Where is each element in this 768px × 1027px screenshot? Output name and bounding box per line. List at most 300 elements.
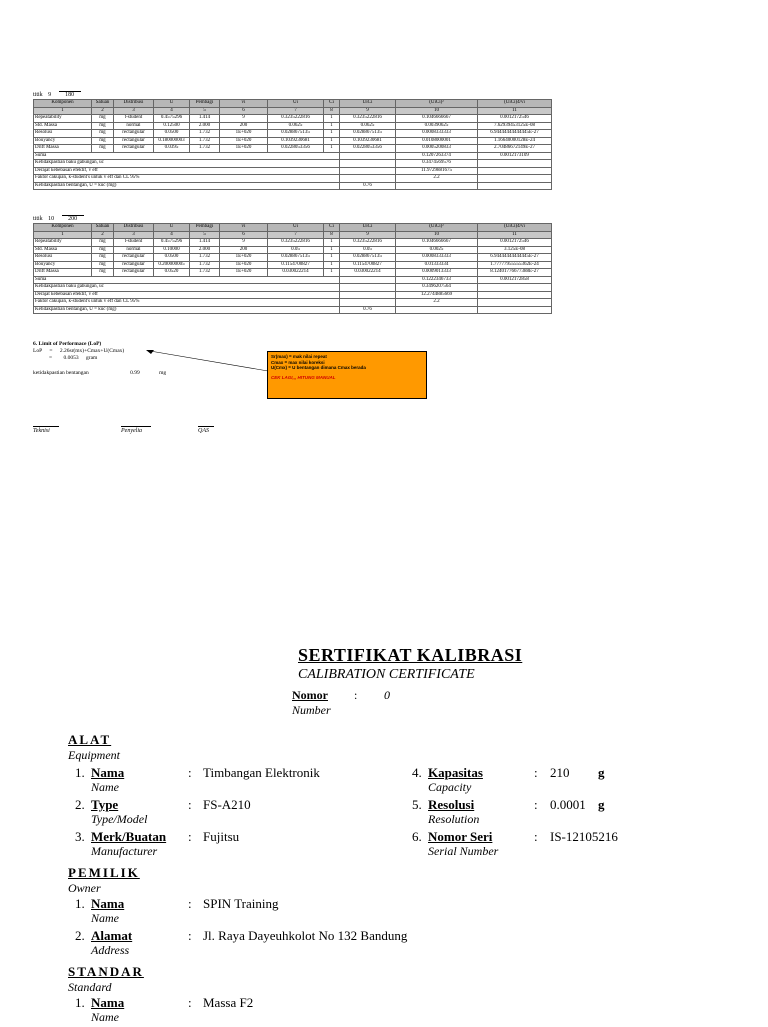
summary-cell — [478, 291, 552, 299]
table-cell: 0.0288675135 — [268, 130, 324, 138]
column-header: U — [154, 100, 190, 108]
table-cell: 0.1039230681 — [340, 137, 396, 145]
colon: : — [188, 829, 192, 844]
table-cell: rectangular — [114, 145, 154, 153]
table-cell: 0.0395 — [154, 145, 190, 153]
item-number: 3. — [75, 829, 85, 844]
table-cell: 0.0520 — [154, 269, 190, 277]
table-cell: 0.3235222816 — [268, 239, 324, 247]
table-cell: 1.414 — [190, 115, 220, 123]
item-value: Timbangan Elektronik — [203, 765, 320, 780]
table-cell: 0.3235222816 — [268, 115, 324, 123]
table-cell: 1 — [324, 239, 340, 247]
table-cell: 0.0009013333 — [396, 269, 478, 277]
lop-formula: 2.26sr(mx)+Cmax+U(Cmax) — [59, 348, 125, 354]
table-cell: 1E+020 — [220, 145, 268, 153]
table-cell: 6.94444444444445E-27 — [478, 130, 552, 138]
column-header: Pembagi — [190, 100, 220, 108]
note-arrow — [140, 345, 270, 375]
table-cell: 1.77777955555362E-24 — [478, 261, 552, 269]
titik-value: 180 — [59, 91, 81, 98]
table-cell: Std. Massa — [34, 246, 92, 254]
column-header: UiCi — [340, 224, 396, 232]
equipment-item — [412, 797, 712, 829]
table-cell: 0.0625 — [268, 122, 324, 130]
item-number: 4. — [412, 765, 422, 780]
colon: : — [188, 765, 192, 780]
equipment-item — [75, 928, 575, 960]
table-cell: rectangular — [114, 269, 154, 277]
item-value: Massa F2 — [203, 995, 254, 1010]
summary-label: Derajat kebebasan efektif, v eff — [34, 291, 340, 299]
table-cell: 8.12401776677388E-27 — [478, 269, 552, 277]
column-header: (UiCi)² — [396, 224, 478, 232]
column-number: 2 — [92, 107, 114, 115]
summary-cell — [478, 306, 552, 314]
signature-teknisi: Teknisi — [33, 426, 59, 434]
uncertainty-table-2 — [33, 223, 552, 314]
titik-number: 9 — [48, 92, 52, 98]
summary-label: Faktor cakupan, k-student's untuk v eff dan CL 95% — [34, 299, 340, 307]
table-cell: 0.1154700827 — [340, 261, 396, 269]
column-number: 6 — [220, 107, 268, 115]
summary-cell — [478, 175, 552, 183]
summary-cell — [340, 299, 396, 307]
summary-cell: 0.76 — [340, 306, 396, 314]
table-header-row — [34, 224, 552, 232]
item-value: SPIN Training — [203, 896, 279, 911]
certificate-title: SERTIFIKAT KALIBRASI — [298, 645, 523, 665]
lop-uncertainty-value: 0.99 — [130, 370, 140, 376]
item-unit: g — [598, 765, 605, 780]
table-cell: 0.0500 — [154, 254, 190, 262]
equipment-item — [412, 765, 712, 797]
summary-cell: 0.1207263374 — [396, 152, 478, 160]
table-cell: 1 — [324, 122, 340, 130]
table-cell: Repeatability — [34, 239, 92, 247]
table-cell: 0.3235222816 — [340, 115, 396, 123]
note-line: Cmax = max nilai koreksi — [271, 359, 325, 365]
table-cell: 1E+020 — [220, 130, 268, 138]
item-number: 1. — [75, 765, 85, 780]
item-label-en: Name — [91, 911, 119, 925]
summary-cell — [340, 175, 396, 183]
column-header: Ci — [324, 224, 340, 232]
table-cell: 0.1039230681 — [268, 137, 324, 145]
table-cell: Bouyancy — [34, 261, 92, 269]
nomor-value: 0 — [384, 688, 390, 702]
column-header: Ui — [268, 224, 324, 232]
table-cell: 0.0008333333 — [396, 130, 478, 138]
summary-cell: 12.2744885669 — [396, 291, 478, 299]
column-number: 3 — [114, 107, 154, 115]
column-header: Komponen — [34, 100, 92, 108]
item-label-en: Name — [91, 780, 119, 794]
table-row — [34, 261, 552, 269]
table-cell: 0.030022214 — [268, 269, 324, 277]
column-number: 10 — [396, 107, 478, 115]
table-number-row — [34, 231, 552, 239]
table-cell: mg — [92, 145, 114, 153]
column-number: 10 — [396, 231, 478, 239]
table-cell: mg — [92, 122, 114, 130]
titik-2-header — [33, 215, 84, 222]
lop-uncertainty-unit: mg — [159, 370, 167, 376]
item-label: Resolusi — [428, 797, 475, 812]
summary-cell — [340, 160, 396, 168]
column-number: 11 — [478, 231, 552, 239]
item-label: Nama — [91, 995, 125, 1010]
column-number: 4 — [154, 231, 190, 239]
table-cell: mg — [92, 239, 114, 247]
column-header: Ci — [324, 100, 340, 108]
table-cell: Repeatability — [34, 115, 92, 123]
table-cell: 1.414 — [190, 239, 220, 247]
summary-cell — [478, 167, 552, 175]
table-cell: 0.0288675135 — [268, 254, 324, 262]
item-label-en: Name — [91, 1010, 119, 1024]
table-cell: t-student — [114, 239, 154, 247]
summary-label: Ketidakpastian baku gabungan, uc — [34, 284, 340, 292]
column-number: 6 — [220, 231, 268, 239]
summary-cell — [340, 291, 396, 299]
column-header: Komponen — [34, 224, 92, 232]
table-cell: 0.0625 — [340, 122, 396, 130]
table-row — [34, 130, 552, 138]
table-cell: rectangular — [114, 137, 154, 145]
item-value: 0.0001 — [550, 797, 586, 812]
table-cell: 6.94444444444445E-27 — [478, 254, 552, 262]
item-number: 1. — [75, 995, 85, 1010]
table-cell: 0.1046666667 — [396, 239, 478, 247]
item-value: IS-12105216 — [550, 829, 618, 844]
section-standar-title: STANDAR — [68, 964, 144, 979]
table-cell: rectangular — [114, 130, 154, 138]
table-cell: 0.0500 — [154, 130, 190, 138]
table-row — [34, 145, 552, 153]
table-cell: 1 — [324, 261, 340, 269]
item-label: Kapasitas — [428, 765, 483, 780]
item-label-en: Manufacturer — [91, 844, 158, 858]
summary-cell — [340, 284, 396, 292]
item-value: FS-A210 — [203, 797, 251, 812]
table-cell: 0.4575296 — [154, 115, 190, 123]
table-cell: 0.12500 — [154, 122, 190, 130]
table-row — [34, 246, 552, 254]
standar-list — [75, 995, 575, 1027]
table-cell: 0.05 — [340, 246, 396, 254]
summary-row — [34, 276, 552, 284]
equipment-item — [412, 829, 712, 861]
table-number-row — [34, 107, 552, 115]
column-number: 8 — [324, 107, 340, 115]
item-value: Fujitsu — [203, 829, 240, 844]
table-cell: 0.0288675135 — [340, 254, 396, 262]
column-header: (UiCi)4/vi — [478, 100, 552, 108]
titik-number: 10 — [48, 216, 55, 222]
table-cell: 0.030022214 — [340, 269, 396, 277]
lop-label: LoP — [33, 348, 42, 354]
item-label: Nama — [91, 896, 125, 911]
table-cell: t-student — [114, 115, 154, 123]
table-cell: 2.70486672149E-27 — [478, 145, 552, 153]
signature-qas: QAS — [198, 426, 214, 434]
note-line: Sr(max) = mak nilai repeat — [271, 354, 327, 359]
summary-cell — [340, 167, 396, 175]
table-cell: 9 — [220, 115, 268, 123]
column-header: Satuan — [92, 100, 114, 108]
item-label: Type — [91, 797, 119, 812]
column-number: 1 — [34, 107, 92, 115]
colon: : — [534, 797, 538, 812]
table-cell: Drift Massa — [34, 269, 92, 277]
summary-cell — [340, 276, 396, 284]
table-cell: mg — [92, 115, 114, 123]
lop-value: 0.0053 — [63, 355, 79, 361]
column-header: vi — [220, 224, 268, 232]
table-row — [34, 115, 552, 123]
summary-label: Ketidakpastian bentangan, U = kuc (mg) — [34, 182, 340, 190]
item-label-en: Resolution — [428, 812, 480, 826]
table-cell: 1E+020 — [220, 137, 268, 145]
table-cell: mg — [92, 246, 114, 254]
table-row — [34, 239, 552, 247]
table-cell: 2.000 — [190, 122, 220, 130]
summary-row — [34, 175, 552, 183]
table-cell: 1 — [324, 269, 340, 277]
item-label-en: Capacity — [428, 780, 472, 794]
table-cell: 1 — [324, 115, 340, 123]
column-header: Pembagi — [190, 224, 220, 232]
comment-note — [267, 351, 427, 399]
alat-right-list — [412, 765, 712, 861]
colon: : — [188, 896, 192, 911]
summary-cell: 0.0012173109 — [478, 152, 552, 160]
table-cell: 0.0012172546 — [478, 239, 552, 247]
colon: : — [534, 829, 538, 844]
pemilik-list — [75, 896, 575, 960]
column-number: 7 — [268, 231, 324, 239]
table-cell: 1.732 — [190, 130, 220, 138]
summary-label: Ketidakpastian bentangan, U = kuc (mg) — [34, 306, 340, 314]
column-number: 7 — [268, 107, 324, 115]
column-number: 8 — [324, 231, 340, 239]
column-header: (UiCi)² — [396, 100, 478, 108]
summary-cell — [396, 182, 478, 190]
item-label: Nama — [91, 765, 125, 780]
summary-cell — [478, 182, 552, 190]
item-unit: g — [598, 797, 605, 812]
table-cell: 1 — [324, 137, 340, 145]
column-number: 5 — [190, 231, 220, 239]
table-row — [34, 122, 552, 130]
titik-value: 200 — [62, 215, 84, 222]
column-number: 9 — [340, 107, 396, 115]
table-cell: mg — [92, 261, 114, 269]
certificate-number — [292, 688, 390, 718]
summary-cell — [478, 299, 552, 307]
column-number: 2 — [92, 231, 114, 239]
item-label: Nomor Seri — [428, 829, 493, 844]
summary-row — [34, 160, 552, 168]
table-cell: 2.000 — [190, 246, 220, 254]
table-cell: 1.732 — [190, 137, 220, 145]
colon: : — [188, 995, 192, 1010]
section-pemilik-en: Owner — [68, 881, 101, 895]
signature-penyelia: Penyelia — [121, 426, 151, 434]
titik-1-header — [33, 91, 81, 98]
table-cell: 0.0005200833 — [396, 145, 478, 153]
table-cell: 0.0288675135 — [340, 130, 396, 138]
summary-label: Ketidakpastian baku gabungan, uc — [34, 160, 340, 168]
note-warning: CEK LAGI,,, HITUNG MANUAL — [271, 374, 336, 380]
summary-cell: 11.9729881675 — [396, 167, 478, 175]
table-cell: Drift Massa — [34, 145, 92, 153]
table-cell: 0.180000003 — [154, 137, 190, 145]
certificate-subtitle: CALIBRATION CERTIFICATE — [298, 667, 475, 682]
summary-row — [34, 306, 552, 314]
nomor-en: Number — [292, 703, 331, 717]
item-value: Jl. Raya Dayeuhkolot No 132 Bandung — [203, 928, 408, 943]
table-cell: 1.732 — [190, 254, 220, 262]
summary-cell — [478, 284, 552, 292]
column-header: vi — [220, 100, 268, 108]
table-cell: 1.732 — [190, 261, 220, 269]
summary-row — [34, 299, 552, 307]
summary-row — [34, 284, 552, 292]
table-cell: 1 — [324, 130, 340, 138]
lop-unit: gram — [85, 355, 98, 361]
item-number: 2. — [75, 797, 85, 812]
summary-cell: 0.3496207564 — [396, 284, 478, 292]
table-cell: 0.0108000001 — [396, 137, 478, 145]
table-cell: 0.00390625 — [396, 122, 478, 130]
table-cell: 0.10000 — [154, 246, 190, 254]
summary-label: Suma — [34, 152, 340, 160]
table-row — [34, 269, 552, 277]
lop-heading: 6. Limit of Performace (LoP) — [33, 341, 102, 347]
summary-label: Suma — [34, 276, 340, 284]
section-alat-en: Equipment — [68, 748, 120, 762]
table-cell: 3.125E-08 — [478, 246, 552, 254]
summary-cell: 0.0012172858 — [478, 276, 552, 284]
summary-label: Faktor cakupan, k-student's untuk v eff dan CL 95% — [34, 175, 340, 183]
column-number: 4 — [154, 107, 190, 115]
equipment-item — [75, 995, 575, 1027]
column-header: Ui — [268, 100, 324, 108]
table-cell: Resolusi — [34, 130, 92, 138]
summary-cell: 2.2 — [396, 175, 478, 183]
lop-eq: = — [49, 348, 53, 354]
item-label: Merk/Buatan — [91, 829, 167, 844]
table-cell: 1E+020 — [220, 261, 268, 269]
column-header: Distribusi — [114, 224, 154, 232]
table-cell: mg — [92, 269, 114, 277]
table-cell: 1.732 — [190, 269, 220, 277]
summary-cell: 0.3474569576 — [396, 160, 478, 168]
table-header-row — [34, 100, 552, 108]
summary-cell: 0.1222346733 — [396, 276, 478, 284]
equipment-item — [75, 896, 575, 928]
summary-cell — [396, 306, 478, 314]
column-header: U — [154, 224, 190, 232]
column-header: UiCi — [340, 100, 396, 108]
equipment-item — [75, 797, 425, 829]
summary-cell — [340, 152, 396, 160]
table-cell: 1 — [324, 246, 340, 254]
table-cell: mg — [92, 130, 114, 138]
nomor-label: Nomor — [292, 688, 328, 702]
summary-cell: 2.2 — [396, 299, 478, 307]
lop-eq: = — [49, 355, 53, 361]
summary-row — [34, 182, 552, 190]
colon: : — [354, 688, 358, 702]
table-cell: 0.0012172546 — [478, 115, 552, 123]
table-cell: Std. Massa — [34, 122, 92, 130]
item-value: 210 — [550, 765, 570, 780]
table-cell: 0.05 — [268, 246, 324, 254]
summary-row — [34, 291, 552, 299]
summary-row — [34, 167, 552, 175]
section-pemilik-title: PEMILIK — [68, 865, 140, 880]
table-cell: Bouyancy — [34, 137, 92, 145]
column-number: 9 — [340, 231, 396, 239]
item-label-en: Type/Model — [91, 812, 148, 826]
titik-label: titik — [33, 216, 43, 222]
table-cell: 0.1154700827 — [268, 261, 324, 269]
equipment-item — [75, 829, 425, 861]
table-cell: rectangular — [114, 261, 154, 269]
table-cell: 7.62939453125E-08 — [478, 122, 552, 130]
table-cell: 200 — [220, 246, 268, 254]
colon: : — [534, 765, 538, 780]
alat-left-list — [75, 765, 425, 861]
column-number: 1 — [34, 231, 92, 239]
summary-row — [34, 152, 552, 160]
table-cell: 1 — [324, 145, 340, 153]
item-number: 1. — [75, 896, 85, 911]
note-line: U(Cmx) = U bentangan dimana Cmax berada — [271, 365, 366, 370]
table-cell: 1.732 — [190, 145, 220, 153]
column-number: 11 — [478, 107, 552, 115]
table-cell: 0.01333334 — [396, 261, 478, 269]
table-cell: rectangular — [114, 254, 154, 262]
table-cell: normal — [114, 122, 154, 130]
column-number: 3 — [114, 231, 154, 239]
table-cell: 0.0228053356 — [340, 145, 396, 153]
colon: : — [188, 797, 192, 812]
table-row — [34, 254, 552, 262]
item-number: 6. — [412, 829, 422, 844]
table-cell: 1 — [324, 254, 340, 262]
summary-cell: 0.76 — [340, 182, 396, 190]
table-cell: mg — [92, 254, 114, 262]
table-cell: 0.4575296 — [154, 239, 190, 247]
column-number: 5 — [190, 107, 220, 115]
lop-uncertainty-label: ketidakpastian bentangan — [33, 370, 89, 376]
table-row — [34, 137, 552, 145]
table-cell: normal — [114, 246, 154, 254]
table-cell: mg — [92, 137, 114, 145]
summary-cell — [478, 160, 552, 168]
table-cell: 1E+020 — [220, 269, 268, 277]
titik-label: titik — [33, 92, 43, 98]
table-cell: 0.200000005 — [154, 261, 190, 269]
column-header: (UiCi)4/vi — [478, 224, 552, 232]
table-cell: 0.0008333333 — [396, 254, 478, 262]
section-alat-title: ALAT — [68, 732, 112, 747]
summary-label: Derajat kebebasan efektif, v eff — [34, 167, 340, 175]
